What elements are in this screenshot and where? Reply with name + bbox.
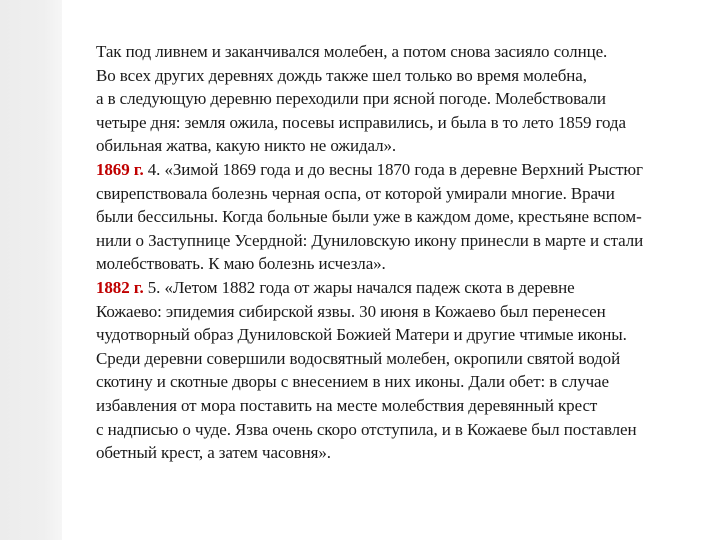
line-text: 4. «Зимой 1869 года и до весны 1870 года в деревне Верхний Рыстюг bbox=[143, 159, 643, 179]
text-line: нили о Заступнице Усердной: Дуниловскую икону принесли в марте и стали bbox=[96, 230, 644, 250]
text-line: молебствовать. К маю болезнь исчезла». bbox=[96, 254, 386, 274]
text-line: четыре дня: земля ожила, посевы исправились, и была в то лето 1859 года bbox=[96, 112, 626, 132]
slide-text-block bbox=[96, 40, 706, 465]
text-line bbox=[96, 276, 706, 300]
year-label: 1869 г. bbox=[96, 159, 144, 179]
left-decorative-strip bbox=[0, 0, 62, 540]
text-line bbox=[96, 158, 706, 182]
text-line: с надписью о чуде. Язва очень скоро отступила, и в Кожаеве был поставлен bbox=[96, 419, 637, 439]
text-line: обетный крест, а затем часовня». bbox=[96, 443, 331, 463]
text-line: чудотворный образ Дуниловской Божией Матери и другие чтимые иконы. bbox=[96, 325, 627, 345]
text-line: скотину и скотные дворы с внесением в них иконы. Дали обет: в случае bbox=[96, 372, 609, 392]
text-line: Во всех других деревнях дождь также шел только во время молебна, bbox=[96, 65, 587, 85]
line-text: 5. «Летом 1882 года от жары начался падеж скота в деревне bbox=[143, 277, 575, 297]
text-line: свирепствовала болезнь черная оспа, от которой умирали многие. Врачи bbox=[96, 183, 615, 203]
text-line: Кожаево: эпидемия сибирской язвы. 30 июня в Кожаево был перенесен bbox=[96, 301, 606, 321]
text-line: избавления от мора поставить на месте молебствия деревянный крест bbox=[96, 395, 598, 415]
text-line: Так под ливнем и заканчивался молебен, а потом снова засияло солнце. bbox=[96, 42, 608, 61]
text-line: обильная жатва, какую никто не ожидал». bbox=[96, 136, 397, 156]
text-line: были бессильны. Когда больные были уже в каждом доме, крестьяне вспом- bbox=[96, 207, 642, 227]
text-line: Среди деревни совершили водосвятный молебен, окропили святой водой bbox=[96, 348, 621, 368]
text-line: а в следующую деревню переходили при ясной погоде. Молебствовали bbox=[96, 89, 606, 109]
year-label: 1882 г. bbox=[96, 277, 144, 297]
